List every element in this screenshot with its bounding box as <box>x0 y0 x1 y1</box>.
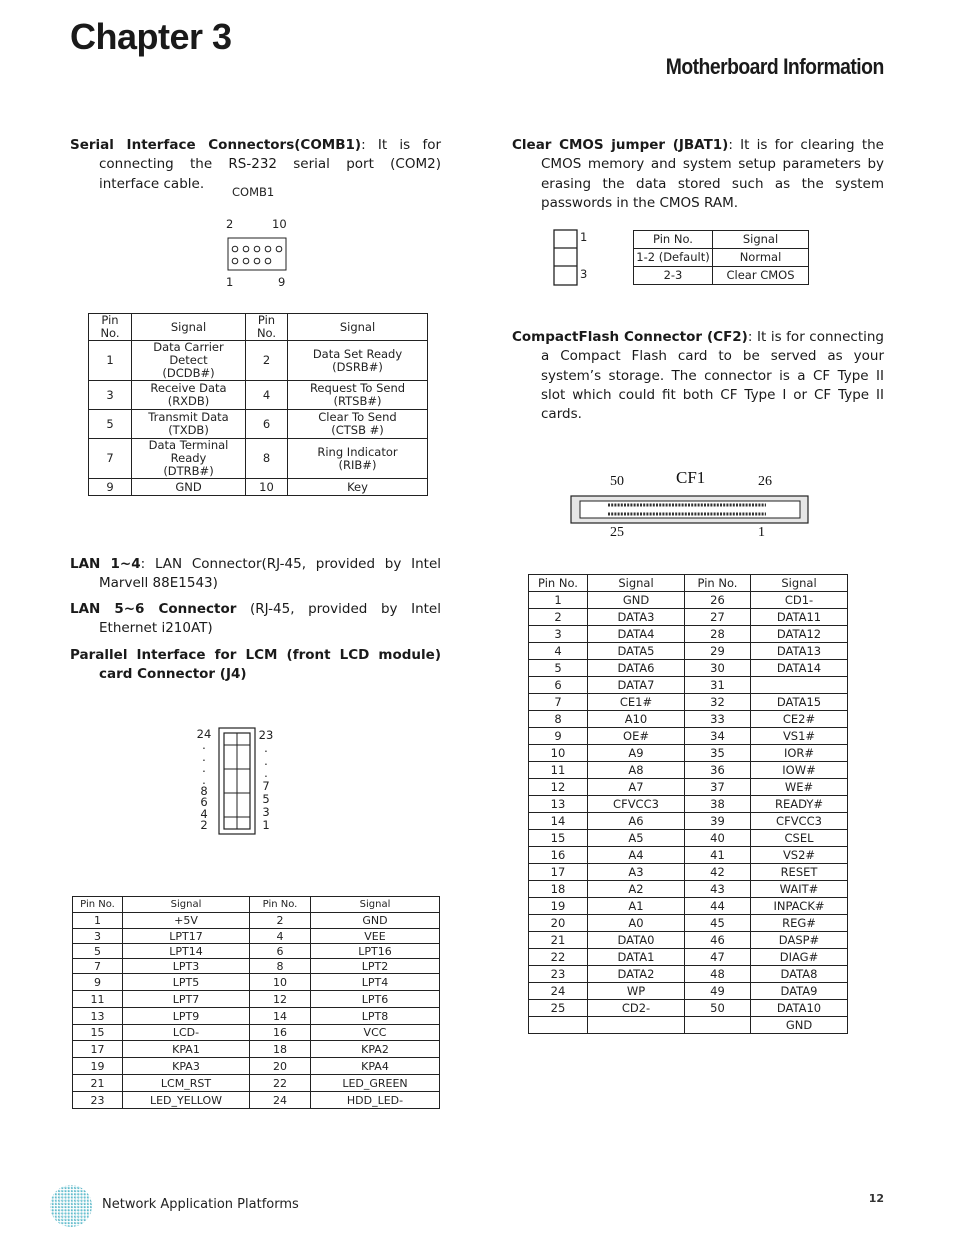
lan14-title: LAN 1~4 <box>70 556 141 572</box>
table-row <box>89 410 428 439</box>
table-cell: CD1- <box>751 592 848 609</box>
table-cell: 44 <box>685 898 751 915</box>
table-row <box>529 915 848 932</box>
table-row <box>73 929 440 944</box>
cf-pin-table <box>528 574 848 1034</box>
comb1-pin-10: 10 <box>272 217 287 231</box>
table-cell: Data Terminal Ready (DTRB#) <box>132 439 246 479</box>
table-cell: GND <box>751 1017 848 1034</box>
table-cell: 45 <box>685 915 751 932</box>
table-cell: 2 <box>246 341 288 381</box>
jbat1-pin-3: 3 <box>580 267 588 281</box>
section-title: Motherboard Information <box>665 54 884 79</box>
pin-label: . <box>264 740 268 755</box>
table-cell: 28 <box>685 626 751 643</box>
table-cell: 7 <box>73 959 123 974</box>
table-row <box>634 267 809 285</box>
table-cell: DATA3 <box>588 609 685 626</box>
table-cell: 6 <box>246 410 288 439</box>
pin-label: 1 <box>262 817 270 832</box>
table-cell: CSEL <box>751 830 848 847</box>
table-cell: 13 <box>529 796 588 813</box>
table-cell: 3 <box>529 626 588 643</box>
table-cell: 16 <box>529 847 588 864</box>
cf1-pin-1: 1 <box>758 525 765 540</box>
column-header: Signal <box>311 897 440 913</box>
table-cell: A2 <box>588 881 685 898</box>
jbat1-text: : It is for clearing the CMOS memory and system setup parameters by erasing the data stored such as the system passwords in the CMOS RAM. <box>541 137 884 211</box>
table-cell: LPT9 <box>123 1008 250 1025</box>
jbat1-title: Clear CMOS jumper (JBAT1) <box>512 137 729 153</box>
pin-label: . <box>202 772 206 787</box>
table-row <box>634 249 809 267</box>
table-cell: DATA13 <box>751 643 848 660</box>
table-cell: 22 <box>250 1075 311 1092</box>
pin-label: 23 <box>258 728 274 742</box>
table-cell: Transmit Data (TXDB) <box>132 410 246 439</box>
table-cell: 25 <box>529 1000 588 1017</box>
table-cell: OE# <box>588 728 685 745</box>
table-cell: LPT16 <box>311 944 440 959</box>
table-cell: 11 <box>73 991 123 1008</box>
table-cell: VS2# <box>751 847 848 864</box>
comb1-header-diagram <box>226 236 288 274</box>
table-cell: 1 <box>89 341 132 381</box>
table-cell: A10 <box>588 711 685 728</box>
table-cell: 1 <box>529 592 588 609</box>
table-cell: 24 <box>250 1092 311 1109</box>
table-cell: Receive Data (RXDB) <box>132 381 246 410</box>
table-cell: LPT4 <box>311 974 440 991</box>
table-cell: 17 <box>73 1041 123 1058</box>
pin-label: . <box>202 761 206 776</box>
table-cell: 9 <box>529 728 588 745</box>
table-row <box>529 609 848 626</box>
table-cell: 23 <box>529 966 588 983</box>
cf2-text: : It is for connecting a Compact Flash card to be served as your system’s storage. The connector is a CF Type II slot which could fit both CF Type I or CF Type II cards. <box>541 329 885 423</box>
table-cell: 11 <box>529 762 588 779</box>
table-cell: 5 <box>529 660 588 677</box>
j4-title: Parallel Interface for LCM (front LCD module) card Connector (J4) <box>70 647 441 683</box>
table-cell: 32 <box>685 694 751 711</box>
pin-label: 3 <box>262 804 270 819</box>
table-cell: 7 <box>89 439 132 479</box>
table-row <box>529 779 848 796</box>
table-cell: 19 <box>73 1058 123 1075</box>
table-row <box>73 974 440 991</box>
table-row <box>529 847 848 864</box>
table-cell: 6 <box>250 944 311 959</box>
comb1-pin-2: 2 <box>226 217 234 231</box>
table-row <box>529 949 848 966</box>
table-cell: 2-3 <box>634 267 713 285</box>
table-cell: LPT8 <box>311 1008 440 1025</box>
table-row <box>529 711 848 728</box>
lan14-paragraph <box>70 555 441 594</box>
table-cell: 16 <box>250 1025 311 1041</box>
pin-label: 5 <box>262 791 270 806</box>
table-cell: 8 <box>250 959 311 974</box>
table-row <box>529 762 848 779</box>
table-cell: 3 <box>73 929 123 944</box>
table-cell: IOW# <box>751 762 848 779</box>
table-cell: Ring Indicator (RIB#) <box>288 439 428 479</box>
jbat1-jumper-diagram <box>553 229 579 287</box>
j4-connector-diagram <box>218 727 258 837</box>
table-cell: 33 <box>685 711 751 728</box>
cf2-title: CompactFlash Connector (CF2) <box>512 329 748 345</box>
table-cell: A0 <box>588 915 685 932</box>
table-cell: DATA0 <box>588 932 685 949</box>
table-cell: DATA8 <box>751 966 848 983</box>
table-cell: WAIT# <box>751 881 848 898</box>
table-cell: 9 <box>89 479 132 496</box>
table-row <box>529 983 848 1000</box>
table-cell <box>685 1017 751 1034</box>
table-cell: 7 <box>529 694 588 711</box>
table-row <box>529 660 848 677</box>
table-cell: Normal <box>713 249 809 267</box>
comb1-label: COMB1 <box>232 185 275 199</box>
table-row <box>73 1025 440 1041</box>
table-cell: DATA1 <box>588 949 685 966</box>
table-cell: READY# <box>751 796 848 813</box>
j4-pin-table <box>72 896 440 1109</box>
table-cell: A5 <box>588 830 685 847</box>
pin-label: 4 <box>200 806 208 821</box>
table-cell: INPACK# <box>751 898 848 915</box>
j4-right-pin-labels <box>258 729 274 831</box>
cf1-pin-50: 50 <box>610 474 624 489</box>
table-cell: 10 <box>246 479 288 496</box>
table-cell: LPT2 <box>311 959 440 974</box>
jbat1-pin-1: 1 <box>580 230 588 244</box>
column-header: Signal <box>751 575 848 592</box>
table-cell: 17 <box>529 864 588 881</box>
cf1-pin-26: 26 <box>758 474 772 489</box>
table-cell: CFVCC3 <box>751 813 848 830</box>
table-cell: LPT14 <box>123 944 250 959</box>
j4-left-pin-labels <box>196 729 212 832</box>
table-cell <box>588 1017 685 1034</box>
table-cell: GND <box>132 479 246 496</box>
table-cell: DATA15 <box>751 694 848 711</box>
table-cell: DATA10 <box>751 1000 848 1017</box>
table-row <box>529 796 848 813</box>
table-cell: KPA2 <box>311 1041 440 1058</box>
table-cell: 12 <box>250 991 311 1008</box>
table-row <box>529 966 848 983</box>
table-cell: LED_YELLOW <box>123 1092 250 1109</box>
column-header: Pin No. <box>250 897 311 913</box>
table-row <box>529 830 848 847</box>
table-cell: LPT5 <box>123 974 250 991</box>
chapter-heading: Chapter 3 <box>70 16 232 57</box>
table-cell: 19 <box>529 898 588 915</box>
table-cell: 29 <box>685 643 751 660</box>
column-header: Pin No. <box>246 314 288 341</box>
table-row <box>529 864 848 881</box>
table-cell: 39 <box>685 813 751 830</box>
table-row <box>529 1017 848 1034</box>
table-cell: HDD_LED- <box>311 1092 440 1109</box>
table-cell: DATA14 <box>751 660 848 677</box>
table-cell: Clear CMOS <box>713 267 809 285</box>
table-cell: 31 <box>685 677 751 694</box>
column-header: Signal <box>123 897 250 913</box>
column-header: Pin No. <box>89 314 132 341</box>
table-cell: CE1# <box>588 694 685 711</box>
cf1-pin-25: 25 <box>610 525 624 540</box>
table-cell: RESET <box>751 864 848 881</box>
table-row <box>529 643 848 660</box>
table-cell: +5V <box>123 913 250 929</box>
table-cell: VEE <box>311 929 440 944</box>
table-cell: 15 <box>73 1025 123 1041</box>
table-cell: Clear To Send (CTSB #) <box>288 410 428 439</box>
table-cell: DASP# <box>751 932 848 949</box>
footer-text: Network Application Platforms <box>102 1197 299 1212</box>
table-cell: LPT7 <box>123 991 250 1008</box>
table-cell <box>751 677 848 694</box>
table-cell: 27 <box>685 609 751 626</box>
table-cell: LPT6 <box>311 991 440 1008</box>
pin-label: 7 <box>262 779 270 794</box>
column-header: Pin No. <box>529 575 588 592</box>
table-cell: 1-2 (Default) <box>634 249 713 267</box>
column-header: Pin No. <box>634 231 713 249</box>
table-row <box>89 439 428 479</box>
table-row <box>529 881 848 898</box>
table-cell: DATA5 <box>588 643 685 660</box>
table-cell: 5 <box>73 944 123 959</box>
table-cell: A6 <box>588 813 685 830</box>
table-cell: 26 <box>685 592 751 609</box>
column-header: Signal <box>132 314 246 341</box>
cf-connector-diagram <box>570 495 810 525</box>
table-cell: Data Set Ready (DSRB#) <box>288 341 428 381</box>
table-row <box>529 932 848 949</box>
table-row <box>529 728 848 745</box>
pin-label: . <box>202 738 206 753</box>
table-cell: WE# <box>751 779 848 796</box>
table-cell: DATA2 <box>588 966 685 983</box>
page-number: 12 <box>868 1192 884 1205</box>
table-cell: LPT3 <box>123 959 250 974</box>
table-cell: 12 <box>529 779 588 796</box>
table-row <box>73 991 440 1008</box>
table-row <box>73 1041 440 1058</box>
table-cell: 1 <box>73 913 123 929</box>
table-row <box>89 479 428 496</box>
pin-label: 8 <box>200 784 208 799</box>
cf2-paragraph <box>512 328 884 424</box>
table-cell: 5 <box>89 410 132 439</box>
table-row <box>73 1075 440 1092</box>
column-header: Signal <box>588 575 685 592</box>
comb1-pin-9: 9 <box>278 275 286 289</box>
table-cell <box>529 1017 588 1034</box>
column-header: Pin No. <box>73 897 123 913</box>
table-cell: WP <box>588 983 685 1000</box>
table-cell: 34 <box>685 728 751 745</box>
table-cell: 9 <box>73 974 123 991</box>
table-cell: 43 <box>685 881 751 898</box>
table-cell: A9 <box>588 745 685 762</box>
table-cell: 36 <box>685 762 751 779</box>
table-row <box>73 1058 440 1075</box>
table-cell: 47 <box>685 949 751 966</box>
jbat1-pin-table <box>633 230 809 285</box>
table-cell: 35 <box>685 745 751 762</box>
table-cell: 22 <box>529 949 588 966</box>
table-cell: 15 <box>529 830 588 847</box>
table-cell: 50 <box>685 1000 751 1017</box>
table-cell: 37 <box>685 779 751 796</box>
table-cell: LCM_RST <box>123 1075 250 1092</box>
table-row <box>73 944 440 959</box>
table-cell: 3 <box>89 381 132 410</box>
table-cell: DATA4 <box>588 626 685 643</box>
table-cell: 2 <box>250 913 311 929</box>
pin-label: . <box>264 766 268 781</box>
column-header: Signal <box>713 231 809 249</box>
table-cell: A8 <box>588 762 685 779</box>
table-row <box>89 341 428 381</box>
table-cell: 20 <box>529 915 588 932</box>
table-cell: LED_GREEN <box>311 1075 440 1092</box>
comb1-text: : It is for connecting the RS-232 serial port (COM2) interface cable. <box>99 137 442 192</box>
column-header: Pin No. <box>685 575 751 592</box>
table-cell: 10 <box>529 745 588 762</box>
table-cell: DATA7 <box>588 677 685 694</box>
table-cell: 23 <box>73 1092 123 1109</box>
table-cell: 40 <box>685 830 751 847</box>
table-cell: 46 <box>685 932 751 949</box>
table-cell: GND <box>588 592 685 609</box>
table-cell: A4 <box>588 847 685 864</box>
table-cell: DATA11 <box>751 609 848 626</box>
table-cell: DATA6 <box>588 660 685 677</box>
cf1-label: CF1 <box>676 468 706 487</box>
lan56-title: LAN 5~6 Connector <box>70 601 237 617</box>
table-cell: 4 <box>529 643 588 660</box>
table-cell: CFVCC3 <box>588 796 685 813</box>
table-cell: GND <box>311 913 440 929</box>
table-cell: A7 <box>588 779 685 796</box>
table-cell: IOR# <box>751 745 848 762</box>
table-row <box>73 1008 440 1025</box>
table-cell: 48 <box>685 966 751 983</box>
lan14-text: : LAN Connector(RJ-45, provided by Intel Marvell 88E1543) <box>99 556 441 592</box>
lan56-text: (RJ-45, provided by Intel Ethernet i210AT) <box>99 601 441 637</box>
j4-paragraph <box>70 646 441 685</box>
table-cell: 20 <box>250 1058 311 1075</box>
table-cell: 2 <box>529 609 588 626</box>
pin-label: 24 <box>196 727 212 741</box>
table-cell: 4 <box>246 381 288 410</box>
comb1-pin-1: 1 <box>226 275 234 289</box>
table-cell: LCD- <box>123 1025 250 1041</box>
table-cell: 21 <box>73 1075 123 1092</box>
table-row <box>529 694 848 711</box>
pin-label: . <box>264 753 268 768</box>
table-cell: VCC <box>311 1025 440 1041</box>
table-cell: VS1# <box>751 728 848 745</box>
table-cell: LPT17 <box>123 929 250 944</box>
table-cell: 14 <box>250 1008 311 1025</box>
table-cell: 24 <box>529 983 588 1000</box>
pin-label: 2 <box>200 818 208 833</box>
table-row <box>529 898 848 915</box>
table-row <box>89 381 428 410</box>
table-cell: 21 <box>529 932 588 949</box>
table-cell: Request To Send (RTSB#) <box>288 381 428 410</box>
table-cell: REG# <box>751 915 848 932</box>
table-cell: 38 <box>685 796 751 813</box>
pin-label: 6 <box>200 795 208 810</box>
table-cell: A3 <box>588 864 685 881</box>
table-cell: 6 <box>529 677 588 694</box>
table-cell: CD2- <box>588 1000 685 1017</box>
table-row <box>529 813 848 830</box>
table-cell: Data Carrier Detect (DCDB#) <box>132 341 246 381</box>
table-cell: Key <box>288 479 428 496</box>
table-row <box>529 745 848 762</box>
table-cell: 13 <box>73 1008 123 1025</box>
comb1-pin-table <box>88 313 428 496</box>
table-cell: A1 <box>588 898 685 915</box>
table-row <box>73 913 440 929</box>
table-cell: KPA1 <box>123 1041 250 1058</box>
table-cell: KPA3 <box>123 1058 250 1075</box>
table-cell: 49 <box>685 983 751 1000</box>
comb1-title: Serial Interface Connectors(COMB1) <box>70 137 362 153</box>
table-cell: 30 <box>685 660 751 677</box>
table-cell: DIAG# <box>751 949 848 966</box>
table-row <box>73 1092 440 1109</box>
table-cell: 8 <box>529 711 588 728</box>
jbat1-paragraph <box>512 136 884 213</box>
table-cell: 18 <box>250 1041 311 1058</box>
table-row <box>529 1000 848 1017</box>
table-cell: 14 <box>529 813 588 830</box>
table-cell: 41 <box>685 847 751 864</box>
table-row <box>529 626 848 643</box>
pin-label: . <box>202 749 206 764</box>
table-row <box>529 677 848 694</box>
table-cell: KPA4 <box>311 1058 440 1075</box>
column-header: Signal <box>288 314 428 341</box>
table-cell: 18 <box>529 881 588 898</box>
table-row <box>529 592 848 609</box>
table-cell: CE2# <box>751 711 848 728</box>
table-cell: DATA12 <box>751 626 848 643</box>
table-cell: 10 <box>250 974 311 991</box>
table-row <box>73 959 440 974</box>
table-cell: 4 <box>250 929 311 944</box>
table-cell: 8 <box>246 439 288 479</box>
table-cell: DATA9 <box>751 983 848 1000</box>
lan56-paragraph <box>70 600 441 639</box>
table-cell: 42 <box>685 864 751 881</box>
company-logo-icon <box>48 1183 94 1229</box>
